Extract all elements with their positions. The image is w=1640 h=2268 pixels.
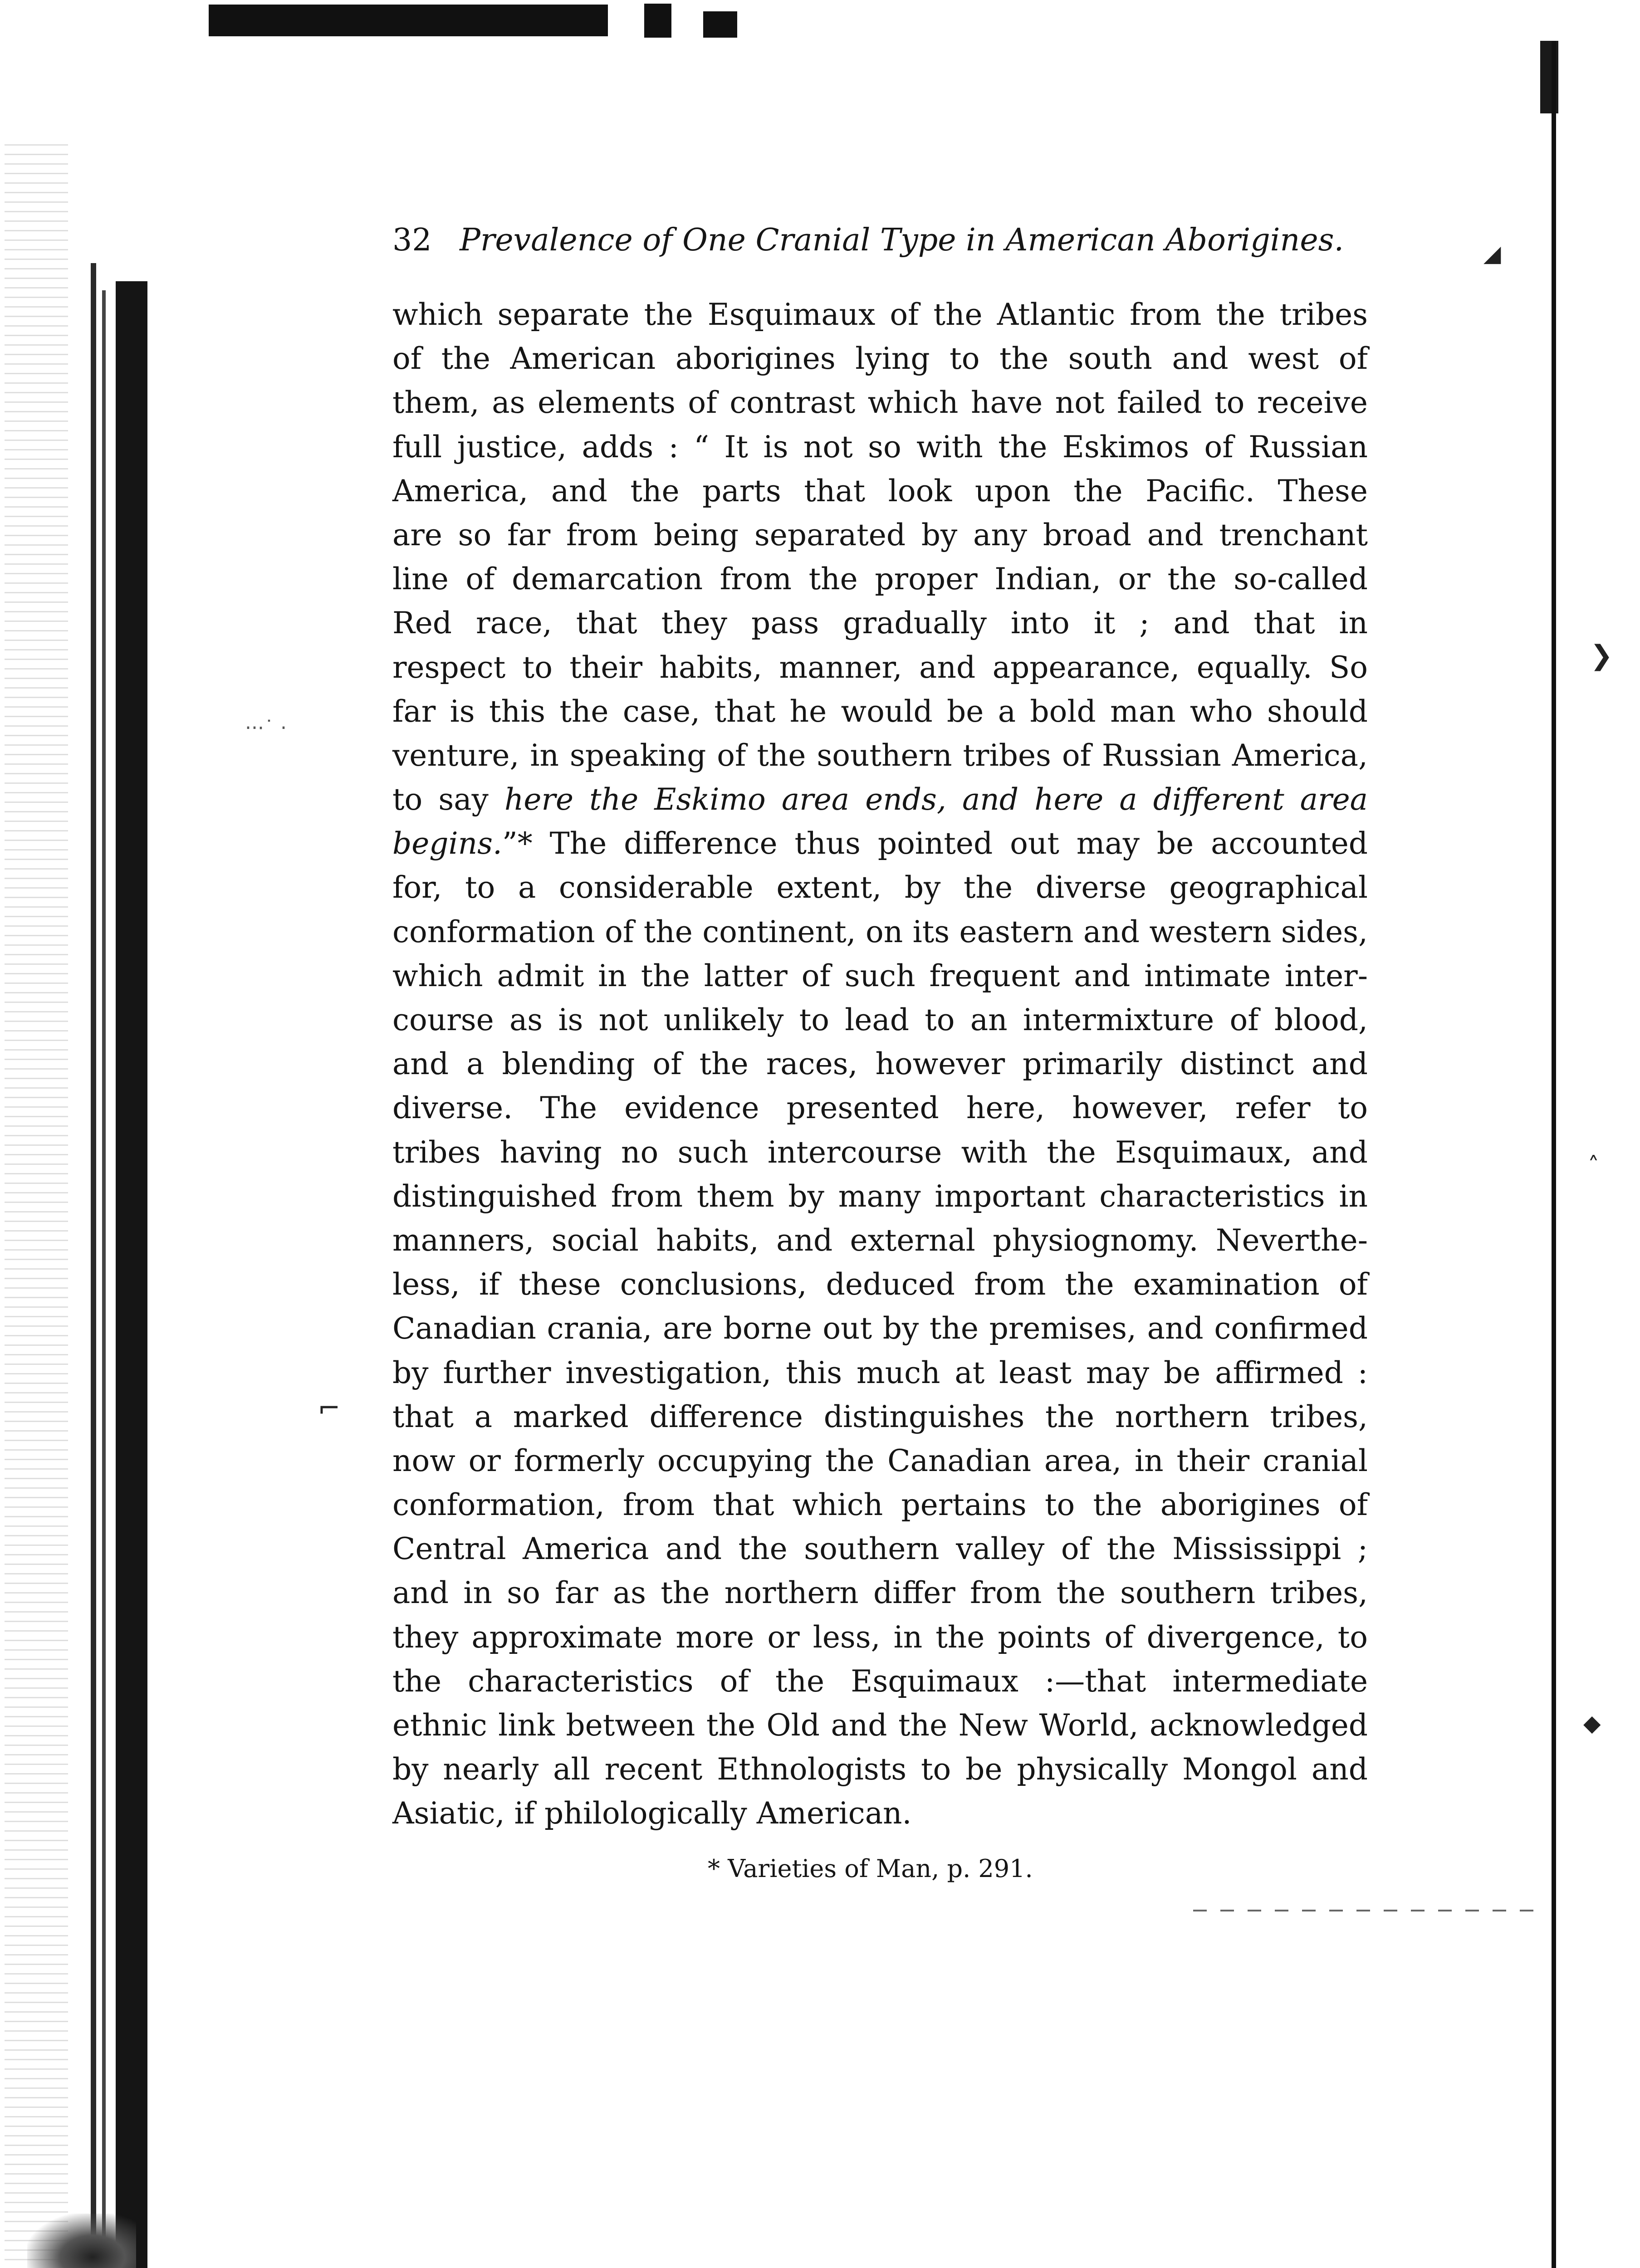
italic-quote: begins.	[392, 826, 503, 861]
scan-speck: ˄	[1588, 1152, 1599, 1178]
text-line: which admit in the latter of such frequent and intimate inter-	[392, 958, 1368, 993]
text-line: for, to a considerable extent, by the diverse geographical	[392, 870, 1368, 905]
text-line: and a blending of the races, however primarily distinct and	[392, 1046, 1368, 1082]
text-line	[392, 777, 1368, 821]
text-line: diverse. The evidence presented here, however, refer to	[392, 1090, 1368, 1126]
text-line: by nearly all recent Ethnologists to be physically Mongol and	[392, 1752, 1368, 1787]
scan-speck: ‧‧·˙ ‧	[245, 717, 287, 740]
running-head-title: Prevalence of One Cranial Type in American Aborigines.	[460, 222, 1344, 258]
scan-top-block-artifact	[703, 11, 737, 38]
text-line	[392, 821, 1368, 865]
italic-quote: here the Eskimo area ends, and here a different area	[504, 782, 1368, 817]
text-line: far is this the case, that he would be a bold man who should	[392, 694, 1368, 729]
scan-corner-smudge	[27, 2214, 136, 2268]
text-line: now or formerly occupying the Canadian area, in their cranial	[392, 1443, 1368, 1478]
text-line: Central America and the southern valley of the Mississippi ;	[392, 1531, 1368, 1567]
footnote: * Varieties of Man, p. 291.	[708, 1854, 1033, 1883]
text-line: manners, social habits, and external physiognomy. Neverthe-	[392, 1222, 1368, 1258]
text-line: ethnic link between the Old and the New World, acknowledged	[392, 1708, 1368, 1743]
scan-speck: ⌐	[318, 1393, 341, 1424]
scan-left-edge-line	[102, 290, 106, 2263]
text-line: America, and the parts that look upon the Pacific. These	[392, 473, 1368, 508]
text-line: Asiatic, if philologically American.	[392, 1796, 912, 1831]
text-line: respect to their habits, manner, and appearance, equally. So	[392, 650, 1368, 685]
scan-speck: ◢	[1483, 240, 1501, 267]
body-paragraph	[392, 293, 1368, 1836]
text-run: ”* The difference thus pointed out may be accounted	[502, 826, 1368, 861]
scan-dashed-artifact	[1193, 1910, 1547, 1911]
text-line: of the American aborigines lying to the south and west of	[392, 341, 1368, 376]
scan-right-edge-line	[1552, 41, 1556, 2268]
text-run: to say	[392, 782, 504, 817]
scan-top-bar-artifact	[209, 5, 608, 36]
text-line: less, if these conclusions, deduced from the examination of	[392, 1267, 1368, 1302]
text-line: them, as elements of contrast which have not failed to receive	[392, 385, 1368, 420]
text-line: that a marked difference distinguishes the northern tribes,	[392, 1399, 1368, 1434]
text-line: Canadian crania, are borne out by the premises, and confirmed	[392, 1311, 1368, 1346]
running-head	[392, 218, 1363, 263]
text-line: conformation, from that which pertains to the aborigines of	[392, 1487, 1368, 1523]
page-number: 32	[392, 222, 432, 258]
scan-left-edge-shadow	[116, 281, 147, 2268]
text-line: tribes having no such intercourse with the Esquimaux, and	[392, 1134, 1368, 1170]
text-line: venture, in speaking of the southern tribes of Russian America,	[392, 738, 1368, 773]
text-line: full justice, adds : “ It is not so with the Eskimos of Russian	[392, 429, 1368, 464]
scan-top-block-artifact	[644, 4, 671, 38]
text-line: course as is not unlikely to lead to an intermixture of blood,	[392, 1002, 1368, 1037]
text-line: line of demarcation from the proper Indian, or the so-called	[392, 562, 1368, 597]
text-line: Red race, that they pass gradually into it ; and that in	[392, 606, 1368, 641]
scan-left-edge-line	[91, 263, 96, 2268]
scan-left-edge-noise	[5, 136, 68, 2268]
text-line: they approximate more or less, in the points of divergence, to	[392, 1619, 1368, 1655]
text-line: which separate the Esquimaux of the Atlantic from the tribes	[392, 297, 1368, 332]
scan-speck: ❯	[1590, 640, 1613, 671]
text-line: the characteristics of the Esquimaux :—that intermediate	[392, 1663, 1368, 1699]
text-line: are so far from being separated by any broad and trenchant	[392, 517, 1368, 552]
text-line: by further investigation, this much at least may be affirmed :	[392, 1355, 1368, 1390]
scan-speck: ◆	[1583, 1710, 1601, 1736]
text-line: conformation of the continent, on its eastern and western sides,	[392, 914, 1368, 949]
text-line: and in so far as the northern differ from the southern tribes,	[392, 1575, 1368, 1611]
text-line: distinguished from them by many important characteristics in	[392, 1178, 1368, 1214]
